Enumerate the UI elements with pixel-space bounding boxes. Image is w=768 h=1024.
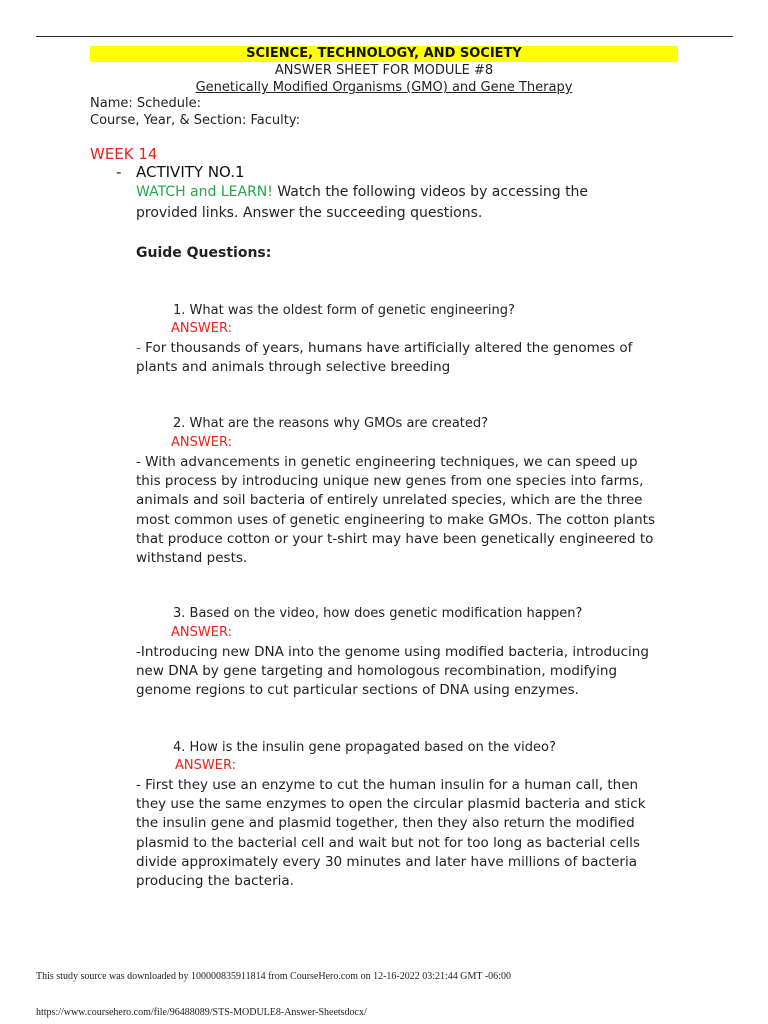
answer-4-line-5: divide approximately every 30 minutes and later have millions of bacteria: [136, 853, 637, 870]
instructions-line1: Watch the following videos by accessing the: [272, 184, 589, 200]
answer-2-line-2: this process by introducing unique new genes from one species into farms,: [136, 473, 644, 490]
answer-4-line-6: producing the bacteria.: [136, 873, 294, 890]
question-1: 1. What was the oldest form of genetic engineering?: [173, 303, 515, 318]
activity-bullet: -: [116, 163, 122, 181]
answer-label-3: ANSWER:: [171, 625, 232, 640]
answer-4-line-3: the insulin gene and plasmid together, then they also return the modified: [136, 815, 635, 832]
watch-and-learn-highlight: WATCH and LEARN!: [136, 184, 273, 200]
answer-label-4: ANSWER:: [175, 758, 236, 773]
answer-1: [136, 339, 676, 377]
download-source-note: This study source was downloaded by 100000835911814 from CourseHero.com on 12-16-2022 03:21:44 GMT -06:00: [36, 971, 511, 982]
answer-4-line-1: - First they use an enzyme to cut the human insulin for a human call, then: [136, 777, 639, 793]
answer-4-line-2: they use the same enzymes to open the circular plasmid bacteria and stick: [136, 796, 646, 813]
course-faculty-line: Course, Year, & Section: Faculty:: [90, 113, 300, 128]
answer-1-dash: -: [136, 340, 141, 356]
answer-2-line-4: most common uses of genetic engineering to make GMOs. The cotton plants: [136, 511, 656, 528]
answer-4-line-4: plasmid to the bacterial cell and wait but not for too long as bacterial cells: [136, 834, 640, 851]
document-title: SCIENCE, TECHNOLOGY, AND SOCIETY: [246, 46, 522, 61]
answer-3-line-3: genome regions to cut particular sections of DNA using enzymes.: [136, 682, 579, 699]
question-4: 4. How is the insulin gene propagated based on the video?: [173, 740, 556, 755]
guide-questions-heading: Guide Questions:: [136, 245, 272, 261]
question-2: 2. What are the reasons why GMOs are created?: [173, 416, 489, 431]
instructions-line2: provided links. Answer the succeeding questions.: [136, 205, 483, 221]
activity-title: ACTIVITY NO.1: [136, 163, 245, 181]
document-subtitle: ANSWER SHEET FOR MODULE #8: [274, 63, 494, 78]
answer-4: [136, 776, 676, 891]
answer-label-2: ANSWER:: [171, 435, 232, 450]
answer-label-1: ANSWER:: [171, 321, 232, 336]
answer-1-line-2: plants and animals through selective breeding: [136, 359, 451, 376]
top-rule: [36, 36, 733, 37]
name-schedule-line: Name: Schedule:: [90, 96, 201, 111]
answer-2-line-3: animals and soil bacteria of entirely unrelated species, which are the three: [136, 492, 643, 509]
answer-1-line-1: - For thousands of years, humans have artificially altered the genomes of: [136, 340, 633, 356]
answer-2-line-1: - With advancements in genetic engineering techniques, we can speed up: [136, 454, 638, 470]
week-heading: WEEK 14: [90, 145, 158, 163]
answer-3-line-2: new DNA by gene targeting and homologous recombination, modifying: [136, 663, 618, 680]
answer-3: [136, 643, 676, 701]
activity-instructions: [136, 182, 656, 224]
answer-2-line-6: withstand pests.: [136, 550, 248, 567]
source-url[interactable]: https://www.coursehero.com/file/96488089/STS-MODULE8-Answer-Sheetsdocx/: [36, 1007, 367, 1018]
answer-2: [136, 453, 676, 568]
answer-2-line-5: that produce cotton or your t-shirt may have been genetically engineered to: [136, 530, 654, 547]
question-3: 3. Based on the video, how does genetic modification happen?: [173, 606, 583, 621]
module-topic: Genetically Modified Organisms (GMO) and Gene Therapy: [195, 80, 573, 95]
answer-3-line-1: -Introducing new DNA into the genome using modified bacteria, introducing: [136, 644, 649, 660]
